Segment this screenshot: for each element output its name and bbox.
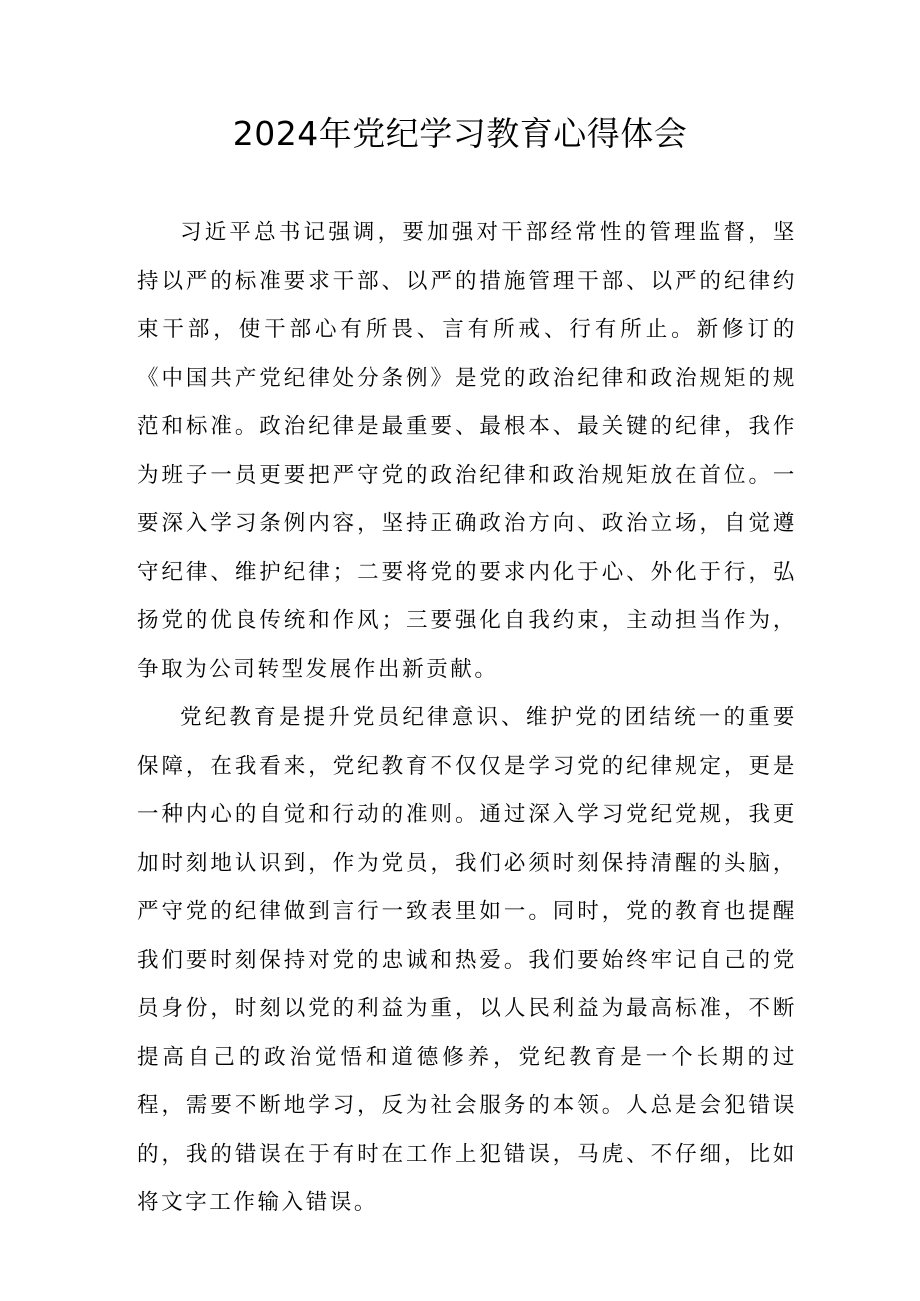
- paragraph-1: 习近平总书记强调，要加强对干部经常性的管理监督，坚持以严的标准要求干部、以严的措施管理干部、以严的纪律约束干部，使干部心有所畏、言有所戒、行有所止。新修订的《中国共产党纪律处分条例》是党的政治纪律和政治规矩的规范和标准。政治纪律是最重要、最根本、最关键的纪律，我作为班子一员更要把严守党的政治纪律和政治规矩放在首位。一要深入学习条例内容，坚持正确政治方向、政治立场，自觉遵守纪律、维护纪律；二要将党的要求内化于心、外化于行，弘扬党的优良传统和作风；三要强化自我约束，主动担当作为，争取为公司转型发展作出新贡献。: [137, 220, 797, 682]
- document-title: 2024年党纪学习教育心得体会: [232, 114, 688, 153]
- paragraph-2: 党纪教育是提升党员纪律意识、维护党的团结统一的重要保障，在我看来，党纪教育不仅仅是学习党的纪律规定，更是一种内心的自觉和行动的准则。通过深入学习党纪党规，我更加时刻地认识到，作为党员，我们必须时刻保持清醒的头脑，严守党的纪律做到言行一致表里如一。同时，党的教育也提醒我们要时刻保持对党的忠诚和热爱。我们要始终牢记自己的党员身份，时刻以党的利益为重，以人民利益为最高标准，不断提高自己的政治觉悟和道德修养，党纪教育是一个长期的过程，需要不断地学习，反为社会服务的本领。人总是会犯错误的，我的错误在于有时在工作上犯错误，马虎、不仔细，比如将文字工作输入错误。: [137, 705, 797, 1215]
- document-body: [137, 209, 797, 1228]
